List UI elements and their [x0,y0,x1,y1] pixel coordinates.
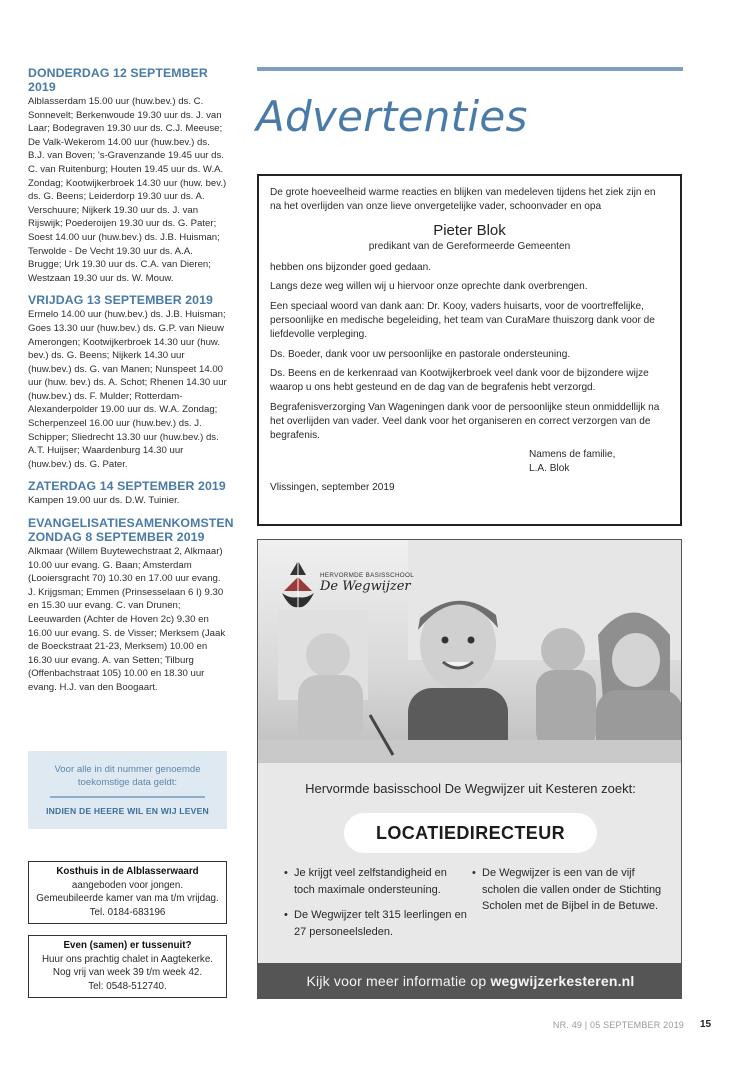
logo-line1: HERVORMDE BASISSCHOOL [320,572,415,579]
signature-line: Namens de familie, [529,449,616,461]
vacancy-footer-bar [258,963,682,999]
notice-divider [50,796,205,798]
classified-title: Kosthuis in de Alblasserwaard [56,866,199,877]
school-website-link[interactable]: wegwijzerkesteren.nl [490,973,635,989]
issue-info: NR. 49 | 05 SEPTEMBER 2019 [552,1020,684,1030]
future-dates-notice [28,751,227,829]
classified-line: Nog vrij van week 39 t/m week 42. [52,967,203,978]
schedule-day-text: Ermelo 14.00 uur (huw.bev.) ds. J.B. Huisman; Goes 13.30 uur (huw.bev.) ds. G.P. van Nieuw Amerongen; Kootwijkerbroek 14.30 uur (huw. bev.) ds. G. Beens; Nijkerk 14.30 uur (huw.bev.) ds. G. van Manen; Nunspeet 14.00 uur (huw. bev.) ds. A. Schot; Rhenen 14.30 uur (huw.bev.) ds. F. Mulder; Rotterdam-Alexanderpolder 19.00 uur ds. W.A. Zondag; Scherpenzeel 16.00 uur (huw.bev.) ds. J. Schipper; Sliedrecht 13.30 uur (huw.bev.) ds. A.T. Huijser; Waardenburg 14.30 uur (huw.bev.) ds. G. Pater. [28,309,227,470]
classified-line: aangeboden voor jongen. [71,879,184,891]
classified-line: Gemeubileerde kamer van ma t/m vrijdag. [36,893,219,904]
classified-line: Tel: 0548-512740. [88,980,167,992]
classified-line: Huur ons prachtig chalet in Aagtekerke. [41,953,213,965]
classified-ad [28,935,227,998]
advert-paragraph: Langs deze weg willen wij u hiervoor onze oprechte dank overbrengen. [270,281,588,293]
church-schedule [28,66,234,703]
schedule-day [28,66,228,285]
vacancy-bullet: • De Wegwijzer telt 315 leerlingen en 27 personeelsleden. [284,907,470,940]
schedule-day [28,516,234,695]
classified-line: Tel. 0184-683196 [89,906,166,918]
advert-paragraph: Ds. Boeder, dank voor uw persoonlijke en pastorale ondersteuning. [270,348,571,360]
section-title: Advertenties [256,92,528,141]
schedule-day-text: Kampen 19.00 uur ds. D.W. Tuinier. [28,495,180,507]
schedule-day [28,479,228,508]
advert-deceased-name: Pieter Blok [433,221,506,239]
vacancy-heading: Hervormde basisschool De Wegwijzer uit Kesteren zoekt: [305,781,636,796]
schedule-day-text: Alkmaar (Willem Buytewechstraat 2, Alkmaar) 10.00 uur evang. G. Baan; Amsterdam (Looiersgracht 70) 10.30 en 17.00 uur evang. J. Krijgsman; Emmen (Prinsesselaan 6 I) 9.30 en 15.30 uur evang. C. van Drunen; Leeuwarden (Achter de Hoven 2c) 9.30 en 16.00 uur evang. S. de Visser; Merksem (Jaak de Boeckstraat 21-23, Merksem) 10.00 en 16.30 uur evang. A. van Setten; Tilburg (Offenbachstraat 105) 10.00 en 18.30 uur evang. H.J. van den Boogaart. [28,546,226,693]
advert-paragraph: Een speciaal woord van dank aan: Dr. Kooy, vaders huisarts, voor de voortreffelijke, persoonlijke en medische begeleiding, het team van CuraMare thuiszorg dank voor de liefdevolle verpleging. [270,301,655,340]
signature-name: L.A. Blok [529,463,570,475]
footer-text: Kijk voor meer informatie op [306,973,491,989]
vacancy-position-badge: LOCATIEDIRECTEUR [344,813,597,853]
advert-deceased-title: predikant van de Gereformeerde Gemeenten [368,240,571,252]
advert-signature [529,448,669,476]
page-number: 15 [700,1019,712,1030]
schedule-day-heading: ZATERDAG 14 SEPTEMBER 2019 [28,479,226,494]
schedule-day-heading: EVANGELISATIESAMENKOMSTEN ZONDAG 8 SEPTEMBER 2019 [28,516,234,545]
vacancy-body [258,763,682,963]
classroom-photo [258,540,682,763]
schedule-day-heading: VRIJDAG 13 SEPTEMBER 2019 [28,293,213,308]
schedule-day-text: Alblasserdam 15.00 uur (huw.bev.) ds. C. Sonnevelt; Berkenwoude 19.30 uur ds. J. van Laar; Bodegraven 19.30 uur ds. C.J. Meeuse; De Valk-Wekerom 14.00 uur (huw.bev.) ds. B.J. van Boven; 's-Gravenzande 19.45 uur ds. C. van Ruitenburg; Houten 19.45 uur ds. W.A. Zondag; Kootwijkerbroek 14.30 uur (huw. bev.) ds. G. Beens; Leiderdorp 19.30 uur ds. A. Verschuure; Nijkerk 19.30 uur ds. J. van Rijswijk; Poederoijen 19.30 uur ds. G. Pater; Soest 14.00 uur (huw.bev.) ds. J.B. Huisman; Terwolde - De Vecht 19.30 uur ds. A.A. Brugge; Urk 19.30 uur ds. C.A. van Dieren; Westzaan 19.30 uur ds. W. Mouw. [28,96,227,284]
schedule-day-heading: DONDERDAG 12 SEPTEMBER 2019 [28,66,208,94]
classified-title: Even (samen) er tussenuit? [63,940,192,951]
vacancy-bullet: • De Wegwijzer is een van de vijf scholen die vallen onder de Stichting Scholen met de Bijbel in de Betuwe. [472,865,670,915]
schedule-day [28,293,228,471]
advert-paragraph: Ds. Beens en de kerkenraad van Kootwijkerbroek veel dank voor de bijzondere wijze waarop u ons hebt gesteund en de dag van de begrafenis hebt verzorgd. [270,368,649,394]
thank-you-advert [257,174,682,526]
school-vacancy-ad [257,539,682,999]
vacancy-bullets-left [284,865,470,949]
logo-line2: De Wegwijzer [320,579,411,594]
notice-motto: INDIEN DE HEERE WIL EN WIJ LEVEN [46,806,209,816]
advert-paragraph: Begrafenisverzorging Van Wageningen dank voor de persoonlijke steun onmiddellijk na het overlijden van vader. Veel dank voor het organiseren en correct verzorgen van de begrafenis. [270,401,660,441]
vacancy-bullet: • Je krijgt veel zelfstandigheid en toch maximale ondersteuning. [284,865,470,898]
advert-intro: De grote hoeveelheid warme reacties en blijken van medeleven tijdens het ziek zijn en na het overlijden van onze lieve onvergetelijke vader, schoonvader en opa [270,187,656,212]
advert-paragraph: hebben ons bijzonder goed gedaan. [270,261,432,273]
section-top-rule [257,67,683,71]
classified-ad [28,861,227,924]
advert-place-date: Vlissingen, september 2019 [270,482,395,494]
notice-text: Voor alle in dit nummer genoemde toekomstige data geldt: [54,764,201,788]
vacancy-bullets-right [472,865,670,924]
